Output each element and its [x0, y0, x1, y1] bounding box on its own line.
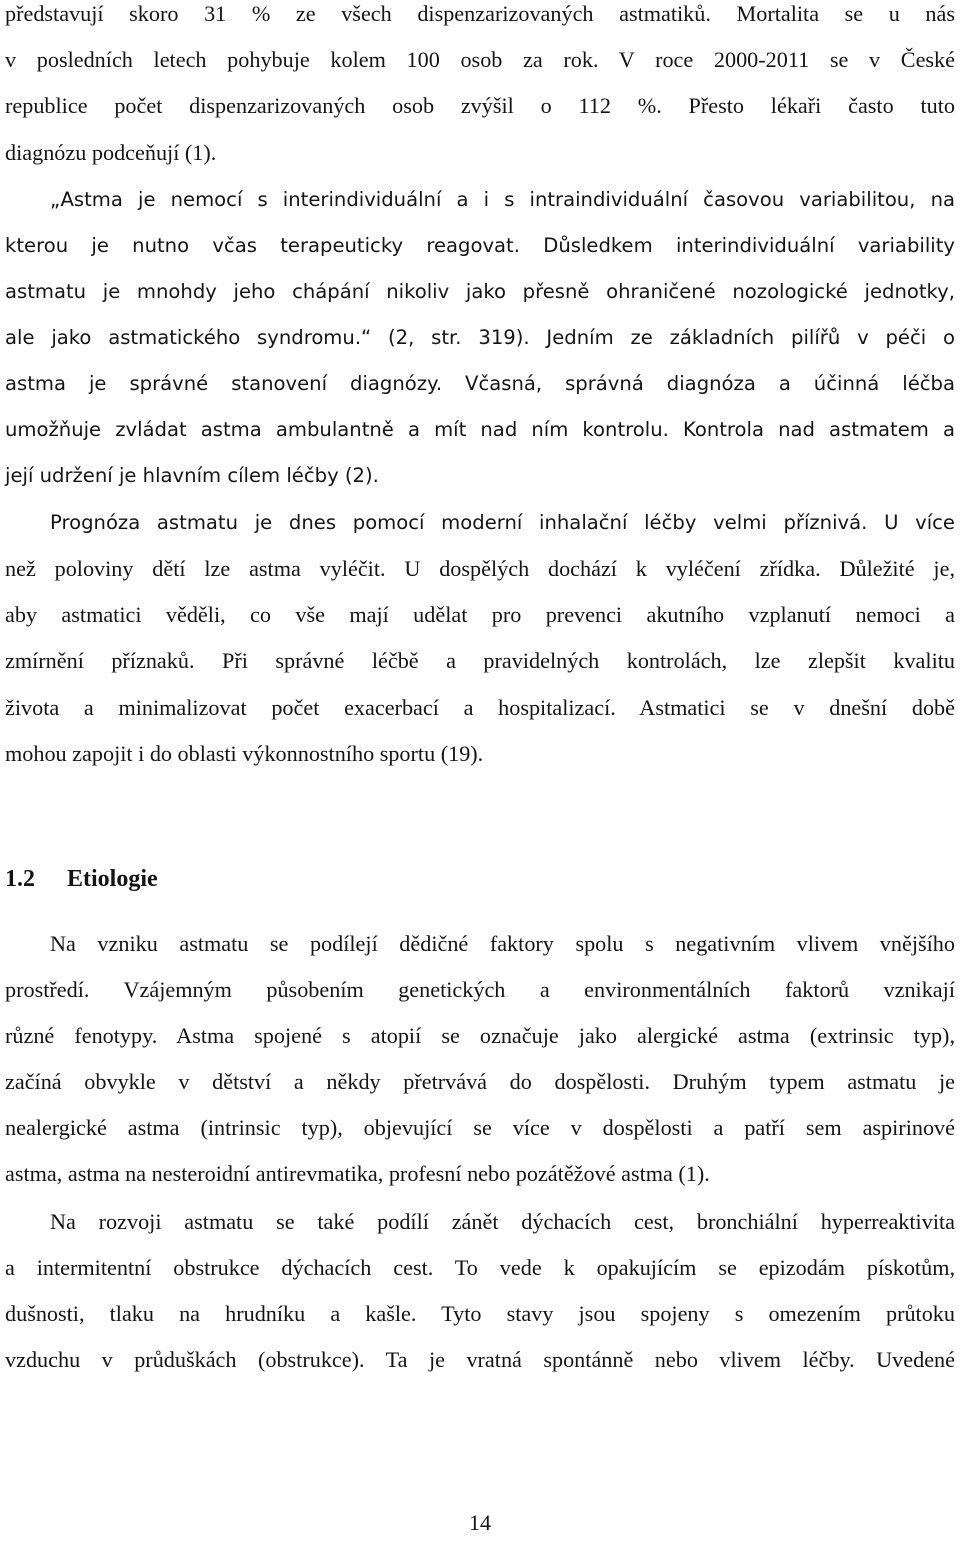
- text-line: astma, astma na nesteroidní antirevmatika, profesní nebo pozátěžové astma (1).: [5, 1161, 710, 1186]
- text-line: aby astmatici věděli, co vše mají udělat pro prevenci akutního vzplanutí nemoci a: [5, 602, 955, 627]
- text-line: v posledních letech pohybuje kolem 100 osob za rok. V roce 2000-2011 se v České: [5, 47, 955, 72]
- text-line: mohou zapojit i do oblasti výkonnostního sportu (19).: [5, 741, 484, 766]
- text-line: a intermitentní obstrukce dýchacích cest. To vede k opakujícím se epizodám pískotům,: [5, 1255, 955, 1280]
- quote-line: astmatu je mnohdy jeho chápání nikoliv jako přesně ohraničené nozologické jednotky,: [5, 280, 955, 303]
- text-line: Prognóza astmatu je dnes pomocí moderní inhalační léčby velmi příznivá. U více: [50, 511, 955, 534]
- section-number: 1.2: [5, 866, 35, 892]
- text-line: zmírnění příznaků. Při správné léčbě a pravidelných kontrolách, lze zlepšit kvalitu: [5, 648, 955, 673]
- text-line: diagnózu podceňují (1).: [5, 140, 217, 165]
- text-line: Na rozvoji astmatu se také podílí zánět dýchacích cest, bronchiální hyperreaktivita: [50, 1209, 955, 1234]
- quote-line: „Astma je nemocí s interindividuální a i s intraindividuální časovou variabilitou, na: [50, 188, 955, 211]
- text-line: astma je správné stanovení diagnózy. Včasná, správná diagnóza a účinná léčba: [5, 372, 955, 395]
- text-line: její udržení je hlavním cílem léčby (2).: [5, 464, 379, 487]
- text-line: dušnosti, tlaku na hrudníku a kašle. Tyto stavy jsou spojeny s omezením průtoku: [5, 1301, 955, 1326]
- text-line: prostředí. Vzájemným působením genetických a environmentálních faktorů vznikají: [5, 977, 955, 1002]
- text-line: než poloviny dětí lze astma vyléčit. U dospělých dochází k vyléčení zřídka. Důležité je,: [5, 556, 955, 581]
- text-line: umožňuje zvládat astma ambulantně a mít nad ním kontrolu. Kontrola nad astmatem a: [5, 418, 955, 441]
- text-line: Na vzniku astmatu se podílejí dědičné faktory spolu s negativním vlivem vnějšího: [50, 931, 955, 956]
- text-line: představují skoro 31 % ze všech dispenzarizovaných astmatiků. Mortalita se u nás: [5, 1, 955, 26]
- text-line: různé fenotypy. Astma spojené s atopií se označuje jako alergické astma (extrinsic typ),: [5, 1023, 955, 1048]
- text-line: vzduchu v průduškách (obstrukce). Ta je vratná spontánně nebo vlivem léčby. Uvedené: [5, 1347, 955, 1372]
- section-heading: [5, 859, 158, 899]
- text-line: republice počet dispenzarizovaných osob zvýšil o 112 %. Přesto lékaři často tuto: [5, 93, 955, 118]
- mixed-line: kterou je nutno včas terapeuticky reagovat. Důsledkem interindividuální variability: [5, 234, 955, 257]
- page-number: 14: [469, 1510, 491, 1535]
- section-title: Etiologie: [67, 866, 158, 892]
- text-line: začíná obvykle v dětství a někdy přetrvává do dospělosti. Druhým typem astmatu je: [5, 1069, 955, 1094]
- text-line: života a minimalizovat počet exacerbací a hospitalizací. Astmatici se v dnešní době: [5, 695, 955, 720]
- text-line: nealergické astma (intrinsic typ), objevující se více v dospělosti a patří sem aspirinové: [5, 1115, 955, 1140]
- mixed-line: ale jako astmatického syndromu.“ (2, str. 319). Jedním ze základních pilířů v péči o: [5, 326, 955, 349]
